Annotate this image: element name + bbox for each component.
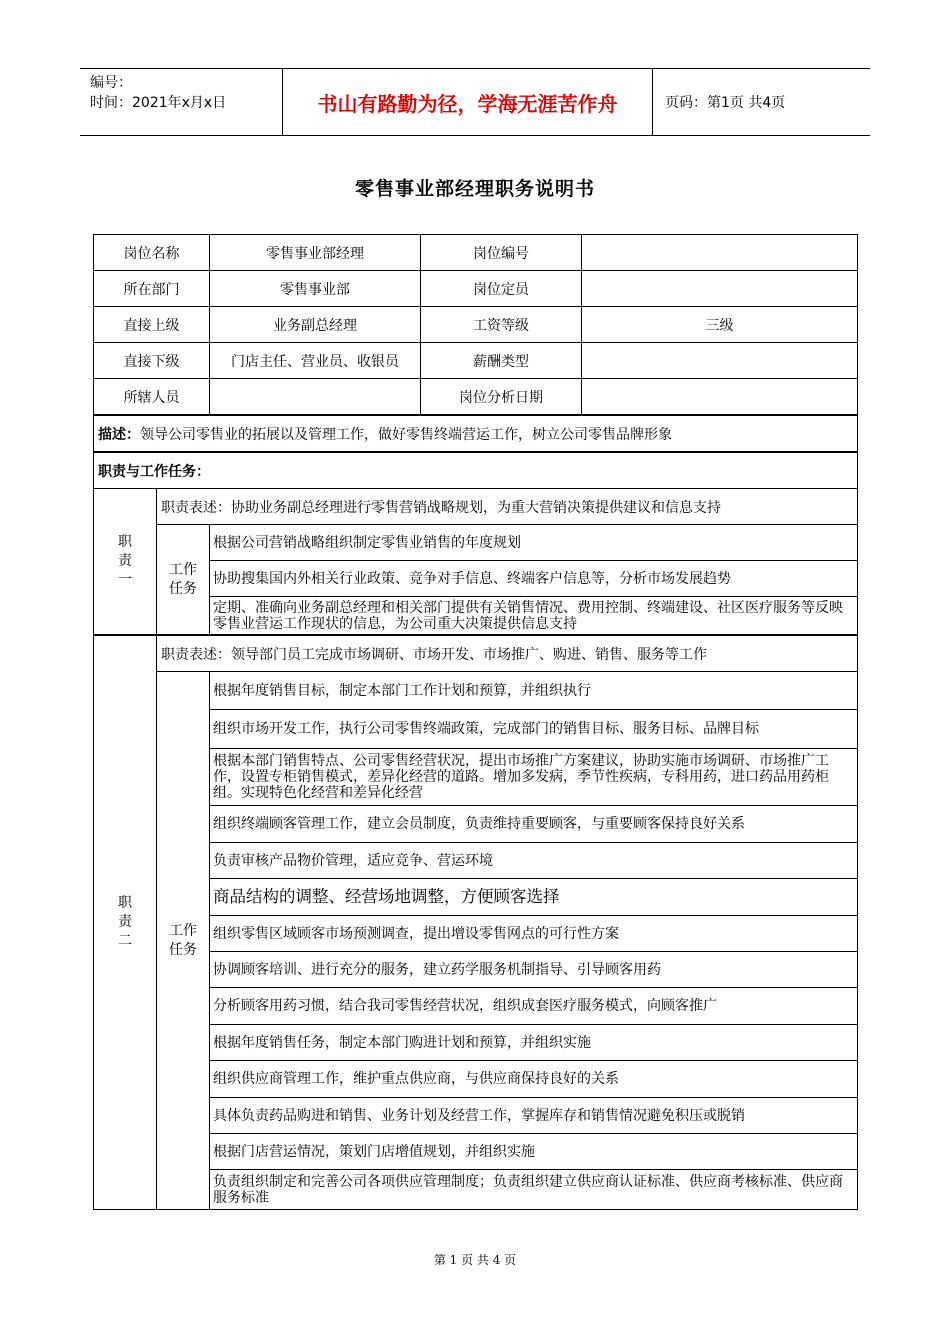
duty1-label-text: 职责一	[118, 534, 132, 588]
info-row	[94, 271, 858, 307]
task-item: 定期、准确向业务副总经理和相关部门提供有关销售情况、费用控制、终端建设、社区医疗服务等反映零售业营运工作现状的信息，为公司重大决策提供信息支持	[210, 597, 858, 636]
task-item: 组织零售区域顾客市场预测调查，提出增设零售网点的可行性方案	[210, 916, 858, 952]
description-label: 描述：	[98, 426, 140, 443]
duties-header-row	[94, 452, 858, 489]
task-item: 组织供应商管理工作，维护重点供应商，与供应商保持良好的关系	[210, 1061, 858, 1098]
page-header	[80, 68, 870, 136]
info-value: 零售事业部	[210, 271, 421, 307]
info-label: 岗位名称	[94, 235, 210, 271]
duty2-task-label	[157, 672, 210, 1210]
info-row	[94, 307, 858, 343]
info-label: 岗位定员	[421, 271, 582, 307]
description-cell	[94, 415, 858, 452]
document-title: 零售事业部经理职务说明书	[354, 178, 595, 200]
info-value: 零售事业部经理	[210, 235, 421, 271]
info-label: 岗位编号	[421, 235, 582, 271]
info-value	[582, 379, 858, 416]
task-item: 组织市场开发工作，执行公司零售终端政策，完成部门的销售目标、服务目标、品牌目标	[210, 710, 858, 749]
duty1-label	[94, 489, 157, 636]
task-item: 根据公司营销战略组织制定零售业销售的年度规划	[210, 525, 858, 561]
duty1-task-label-text: 工作任务	[169, 561, 197, 597]
duty2-statement: 职责表述：领导部门员工完成市场调研、市场开发、市场推广、购进、销售、服务等工作	[157, 635, 858, 672]
info-row	[94, 379, 858, 416]
task-item: 根据年度销售任务，制定本部门购进计划和预算，并组织实施	[210, 1025, 858, 1061]
duty1-statement-row	[94, 489, 858, 525]
duty1-task-row	[94, 525, 858, 561]
duty2-task-label-text: 工作任务	[169, 922, 197, 958]
info-value	[210, 379, 421, 416]
duty1-task-label	[157, 525, 210, 636]
info-value: 业务副总经理	[210, 307, 421, 343]
header-page-info: 页码：第1页 共4页	[665, 95, 786, 111]
info-row	[94, 343, 858, 379]
description-text: 领导公司零售业的拓展以及管理工作，做好零售终端营运工作，树立公司零售品牌形象	[140, 426, 672, 443]
header-motto: 书山有路勤为径，学海无涯苦作舟	[283, 69, 653, 135]
info-label: 所在部门	[94, 271, 210, 307]
task-item: 根据年度销售目标，制定本部门工作计划和预算，并组织执行	[210, 672, 858, 710]
duty2-statement-row	[94, 635, 858, 672]
task-item: 分析顾客用药习惯，结合我司零售经营状况，组织成套医疗服务模式，向顾客推广	[210, 988, 858, 1025]
serial-label: 编号：	[90, 75, 132, 91]
duty2-label-text: 职责二	[118, 895, 132, 949]
task-item: 负责审核产品物价管理，适应竞争、营运环境	[210, 843, 858, 879]
description-row	[94, 415, 858, 452]
duty2-task-row	[94, 672, 858, 710]
task-item: 具体负责药品购进和销售、业务计划及经营工作，掌握库存和销售情况避免积压或脱销	[210, 1098, 858, 1134]
task-item: 协助搜集国内外相关行业政策、竞争对手信息、终端客户信息等，分析市场发展趋势	[210, 561, 858, 597]
info-label: 工资等级	[421, 307, 582, 343]
info-value	[582, 235, 858, 271]
task-item: 负责组织制定和完善公司各项供应管理制度；负责组织建立供应商认证标准、供应商考核标准、供应商服务标准	[210, 1170, 858, 1210]
info-label: 直接上级	[94, 307, 210, 343]
task-item: 组织终端顾客管理工作，建立会员制度，负责维持重要顾客，与重要顾客保持良好关系	[210, 806, 858, 843]
task-item: 协调顾客培训、进行充分的服务，建立药学服务机制指导、引导顾客用药	[210, 952, 858, 988]
duty1-statement: 职责表述：协助业务副总经理进行零售营销战略规划，为重大营销决策提供建议和信息支持	[157, 489, 858, 525]
task-item: 根据门店营运情况，策划门店增值规划，并组织实施	[210, 1134, 858, 1170]
duty2-label	[94, 635, 157, 1210]
info-value	[582, 343, 858, 379]
info-value: 门店主任、营业员、收银员	[210, 343, 421, 379]
task-item: 根据本部门销售特点、公司零售经营状况，提出市场推广方案建议，协助实施市场调研、市场推广工作，设置专柜销售模式，差异化经营的道路。增加多发病，季节性疾病，专科用药，进口药品用药柜组。实现特色化经营和差异化经营	[210, 749, 858, 806]
info-value: 三级	[582, 307, 858, 343]
job-description-table	[93, 234, 858, 1210]
info-value	[582, 271, 858, 307]
info-label: 所辖人员	[94, 379, 210, 416]
info-label: 薪酬类型	[421, 343, 582, 379]
time-label: 时间：2021年x月x日	[90, 95, 227, 111]
duties-header: 职责与工作任务：	[94, 452, 858, 489]
info-label: 直接下级	[94, 343, 210, 379]
page-footer: 第 1 页 共 4 页	[433, 1253, 517, 1267]
task-item: 商品结构的调整、经营场地调整，方便顾客选择	[210, 879, 858, 916]
info-label: 岗位分析日期	[421, 379, 582, 416]
info-row	[94, 235, 858, 271]
header-meta	[80, 69, 283, 135]
